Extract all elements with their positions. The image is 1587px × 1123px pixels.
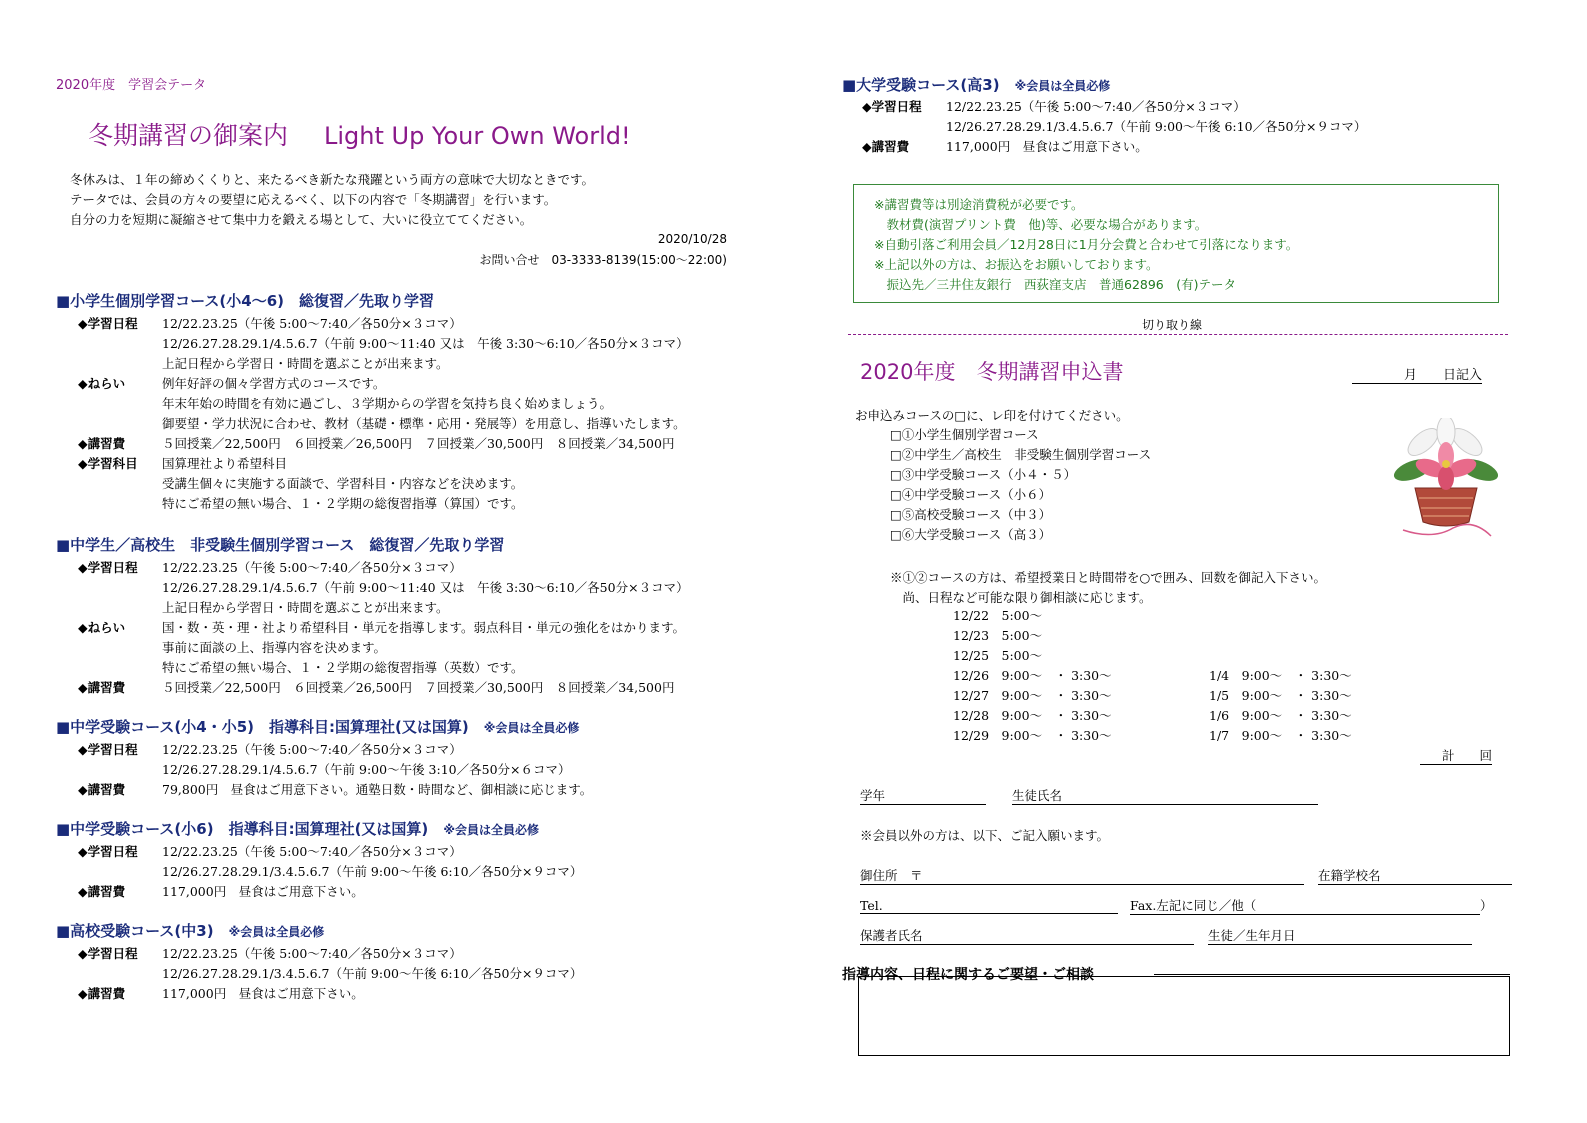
notice-line: 振込先／三井住友銀行 西荻窪支店 普通62896 (有)テータ (874, 277, 1237, 292)
page-title (88, 116, 631, 152)
course-option-checkbox[interactable]: □⑤高校受験コース（中３） (890, 507, 1052, 522)
schedule-slot[interactable]: 12/22 5:00～ (953, 608, 1043, 623)
form-date-field[interactable]: 月 日記入 (1352, 364, 1482, 384)
course-option-checkbox[interactable]: □①小学生個別学習コース (890, 427, 1039, 442)
row-value: 117,000円 昼食はご用意下さい。 (162, 986, 364, 1001)
birthday-field[interactable]: 生徒／生年月日 (1208, 926, 1472, 945)
schedule-left (953, 606, 1112, 746)
row-value: 年末年始の時間を有効に過ごし、３学期からの学習を気持ち良く始めましょう。 (162, 396, 613, 411)
row-label: ◆学習日程 (78, 316, 138, 331)
row-label: ◆ねらい (78, 376, 126, 391)
row-value: 12/26.27.28.29.1/4.5.6.7（午前 9:00～11:40 又は 午後 3:30～6:10／各50分×３コマ） (162, 336, 689, 351)
course-option-checkbox[interactable]: □④中学受験コース（小６） (890, 487, 1052, 502)
row-label: ◆講習費 (78, 436, 126, 451)
cut-line-label: 切り取り線 (1142, 318, 1203, 332)
schedule-slot[interactable]: 1/7 9:00～ ・ 3:30～ (1209, 728, 1352, 743)
course-section (56, 534, 689, 698)
row-label: ◆学習日程 (78, 844, 138, 859)
tel-field[interactable]: Tel. (860, 898, 1118, 914)
cut-line (848, 334, 1508, 335)
grade-field[interactable]: 学年 (860, 786, 986, 805)
schedule-note-line: 尚、日程など可能な限り御相談に応じます。 (890, 590, 1152, 605)
course-note: ※会員は全員必修 (483, 721, 580, 735)
schedule-slot[interactable]: 1/5 9:00～ ・ 3:30～ (1209, 688, 1352, 703)
course-title-text: ■大学受験コース(高3) (842, 76, 1000, 94)
row-value: 上記日程から学習日・時間を選ぶことが出来ます。 (162, 356, 449, 371)
form-instruction: お申込みコースの□に、レ印を付けてください。 (855, 408, 1129, 423)
course-title-text: ■高校受験コース(中3) (56, 922, 214, 940)
schedule-slot[interactable]: 12/29 9:00～ ・ 3:30～ (953, 728, 1112, 743)
schedule-slot[interactable]: 12/25 5:00～ (953, 648, 1043, 663)
row-label: ◆学習日程 (78, 560, 138, 575)
issue-date: 2020/10/28 (657, 232, 727, 246)
row-label: ◆講習費 (78, 884, 126, 899)
course-note: ※会員は全員必修 (443, 823, 539, 837)
year-label: 2020年度 学習会テータ (56, 78, 207, 93)
course-title (56, 716, 592, 737)
course-section (56, 920, 582, 1004)
notice-line: ※自動引落ご利用会員／12月28日に1月分会費と合わせて引落になります。 (874, 237, 1299, 252)
intro-line: 自分の力を短期に凝縮させて集中力を鍛える場として、大いに役立ててください。 (70, 212, 533, 227)
fax-close: ） (1480, 898, 1493, 913)
row-label: ◆講習費 (78, 782, 126, 797)
row-value: 12/22.23.25（午後 5:00～7:40／各50分×３コマ） (162, 316, 462, 331)
row-label: ◆学習日程 (862, 99, 922, 114)
schedule-slot[interactable]: 12/23 5:00～ (953, 628, 1043, 643)
course-body (78, 314, 689, 514)
row-value: 12/26.27.28.29.1/3.4.5.6.7（午前 9:00～午後 6:10／各50分×９コマ） (162, 966, 583, 981)
course-body (78, 740, 592, 800)
row-value: 国・数・英・理・社より希望科目・単元を指導します。弱点科目・単元の強化をはかります。 (162, 620, 686, 635)
row-label: ◆講習費 (78, 986, 126, 1001)
row-label: ◆ねらい (78, 620, 126, 635)
row-value: 上記日程から学習日・時間を選ぶことが出来ます。 (162, 600, 449, 615)
title-text: 冬期講習の御案内 (88, 121, 289, 150)
guardian-name-field[interactable]: 保護者氏名 (860, 926, 1194, 945)
poinsettia-icon (1393, 418, 1498, 543)
course-option-checkbox[interactable]: □②中学生／高校生 非受験生個別学習コース (890, 447, 1152, 462)
course-title: ■中学生／高校生 非受験生個別学習コース 総復習／先取り学習 (56, 536, 505, 554)
row-label: ◆講習費 (78, 680, 126, 695)
guardian-row (860, 926, 1472, 945)
course-body (78, 944, 582, 1004)
course-section (56, 290, 689, 514)
consult-title-rule (1154, 974, 1510, 975)
address-field[interactable]: 御住所 〒 (860, 866, 1304, 885)
schedule-note-line: ※①②コースの方は、希望授業日と時間帯を○で囲み、回数を御記入下さい。 (890, 570, 1327, 585)
course-title-text: ■中学受験コース(小4・小5) 指導科目:国算理社(又は国算) (56, 718, 469, 736)
row-value: 12/26.27.28.29.1/4.5.6.7（午前 9:00～11:40 又は 午後 3:30～6:10／各50分×３コマ） (162, 580, 689, 595)
course-options (890, 425, 1151, 545)
contact-row (860, 896, 1493, 915)
course-note: ※会員は全員必修 (1014, 79, 1111, 93)
fax-field[interactable]: Fax.左記に同じ／他（ (1130, 896, 1480, 915)
school-field[interactable]: 在籍学校名 (1318, 866, 1512, 885)
schedule-slot[interactable]: 12/27 9:00～ ・ 3:30～ (953, 688, 1112, 703)
schedule-slot[interactable]: 1/4 9:00～ ・ 3:30～ (1209, 668, 1352, 683)
student-name-field[interactable]: 生徒氏名 (1012, 786, 1318, 805)
course-section (56, 818, 582, 902)
row-value: 12/26.27.28.29.1/3.4.5.6.7（午前 9:00～午後 6:10／各50分×９コマ） (946, 119, 1367, 134)
schedule-right (1209, 666, 1352, 746)
row-value: 特にご希望の無い場合、１・２学期の総復習指導（算国）です。 (162, 496, 524, 511)
form-title: 2020年度 冬期講習申込書 (860, 360, 1124, 384)
subtitle-text: Light Up Your Own World! (324, 122, 631, 150)
schedule-slot[interactable]: 1/6 9:00～ ・ 3:30～ (1209, 708, 1352, 723)
row-value: 117,000円 昼食はご用意下さい。 (946, 139, 1148, 154)
row-value: 12/26.27.28.29.1/4.5.6.7（午前 9:00～午後 3:10／各50分×６コマ） (162, 762, 571, 777)
row-value: ５回授業／22,500円 ６回授業／26,500円 ７回授業／30,500円 ８回授業／34,500円 (162, 436, 675, 451)
row-value: 国算理社より希望科目 (162, 456, 288, 471)
course-body (78, 842, 582, 902)
row-label: ◆講習費 (862, 139, 910, 154)
row-label: ◆学習日程 (78, 946, 138, 961)
address-row (860, 866, 1512, 885)
intro-line: テータでは、会員の方々の要望に応えるべく、以下の内容で「冬期講習」を行います。 (70, 192, 557, 207)
row-value: 12/22.23.25（午後 5:00～7:40／各50分×３コマ） (946, 99, 1246, 114)
course-option-checkbox[interactable]: □⑥大学受験コース（高３） (890, 527, 1052, 542)
notice-line: ※上記以外の方は、お振込をお願いしております。 (874, 257, 1159, 272)
notice-box (853, 184, 1499, 303)
row-value: 12/26.27.28.29.1/3.4.5.6.7（午前 9:00～午後 6:10／各50分×９コマ） (162, 864, 583, 879)
course-note: ※会員は全員必修 (228, 925, 325, 939)
course-title (56, 920, 582, 941)
contact-info: お問い合せ 03-3333-8139(15:00～22:00) (479, 253, 727, 267)
row-value: 79,800円 昼食はご用意下さい。通塾日数・時間など、御相談に応じます。 (162, 782, 593, 797)
consult-title: 指導内容、日程に関するご要望・ご相談 (842, 967, 1094, 983)
notice-line: ※講習費等は別途消費税が必要です。 (874, 197, 1084, 212)
course-body (862, 97, 1366, 157)
row-value: 御要望・学力状況に合わせ、教材（基礎・標準・応用・発展等）を用意し、指導いたします。 (162, 416, 686, 431)
row-value: 117,000円 昼食はご用意下さい。 (162, 884, 364, 899)
row-value: ５回授業／22,500円 ６回授業／26,500円 ７回授業／30,500円 ８回授業／34,500円 (162, 680, 675, 695)
nonmember-note: ※会員以外の方は、以下、ご記入願います。 (860, 828, 1110, 843)
row-value: 12/22.23.25（午後 5:00～7:40／各50分×３コマ） (162, 844, 462, 859)
row-value: 12/22.23.25（午後 5:00～7:40／各50分×３コマ） (162, 742, 462, 757)
row-value: 受講生個々に実施する面談で、学習科目・内容などを決めます。 (162, 476, 524, 491)
course-title: ■小学生個別学習コース(小4～6) 総復習／先取り学習 (56, 292, 435, 310)
course-title (842, 74, 1366, 95)
consult-textarea[interactable] (858, 976, 1510, 1056)
schedule-slot[interactable]: 12/28 9:00～ ・ 3:30～ (953, 708, 1112, 723)
course-title (56, 818, 582, 839)
grade-row (860, 786, 1318, 805)
course-section (56, 716, 592, 800)
row-value: 事前に面談の上、指導内容を決めます。 (162, 640, 387, 655)
row-value: 特にご希望の無い場合、１・２学期の総復習指導（英数）です。 (162, 660, 524, 675)
intro-line: 冬休みは、１年の締めくくりと、来たるべき新たな飛躍という両方の意味で大切なときです。 (70, 172, 595, 187)
row-value: 例年好評の個々学習方式のコースです。 (162, 376, 386, 391)
course-body (78, 558, 689, 698)
notice-line: 教材費(演習プリント費 他)等、必要な場合があります。 (874, 217, 1208, 232)
row-label: ◆学習科目 (78, 456, 138, 471)
schedule-note (890, 568, 1326, 608)
course-title-text: ■中学受験コース(小6) 指導科目:国算理社(又は国算) (56, 820, 429, 838)
course-option-checkbox[interactable]: □③中学受験コース（小４・５） (890, 467, 1077, 482)
row-value: 12/22.23.25（午後 5:00～7:40／各50分×３コマ） (162, 560, 462, 575)
row-value: 12/22.23.25（午後 5:00～7:40／各50分×３コマ） (162, 946, 462, 961)
schedule-slot[interactable]: 12/26 9:00～ ・ 3:30～ (953, 668, 1112, 683)
intro-text (70, 170, 594, 230)
row-label: ◆学習日程 (78, 742, 138, 757)
course-section (842, 74, 1366, 157)
total-count-field[interactable]: 計 回 (1420, 746, 1492, 765)
